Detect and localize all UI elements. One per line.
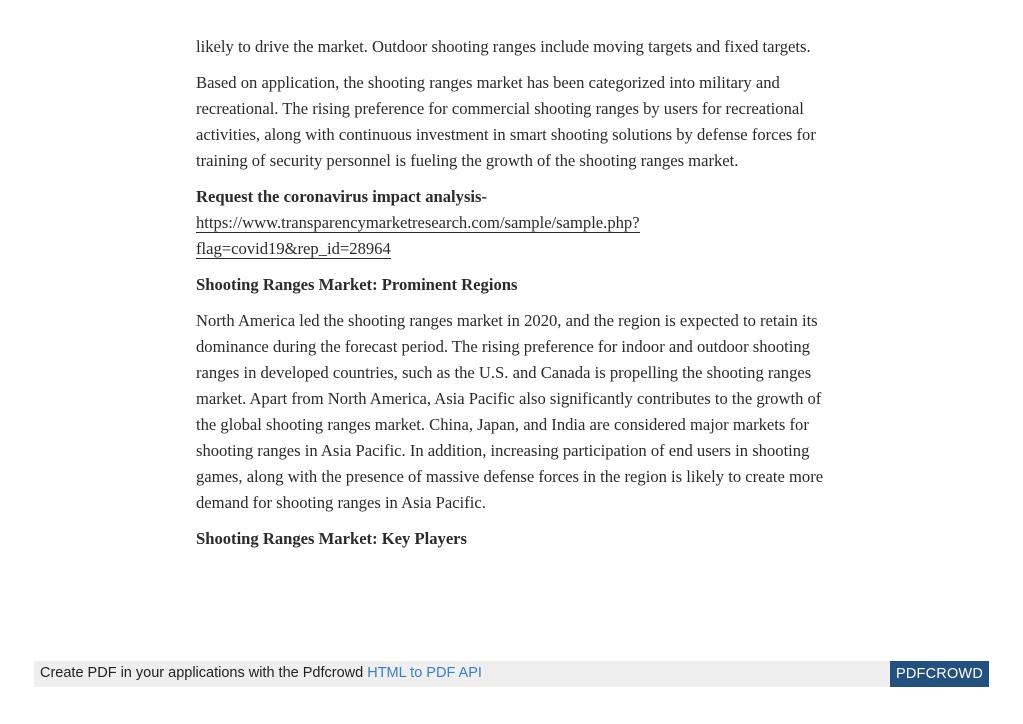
footer-caption: Create PDF in your applications with the Pdfcrowd [40,665,368,681]
document-body [196,34,826,562]
request-analysis-block [196,184,826,262]
request-analysis-link-line-2[interactable]: flag=covid19&rep_id=28964 [196,239,391,258]
pdfcrowd-footer-bar [34,661,989,687]
paragraph-outdoor-ranges: likely to drive the market. Outdoor shooting ranges include moving targets and fixed targets. [196,37,811,56]
paragraph-regions: North America led the shooting ranges market in 2020, and the region is expected to retain its dominance during the forecast period. The rising preference for indoor and outdoor shooting ranges in developed countries, such as the U.S. and Canada is propelling the shooting ranges market. Apart from North America, Asia Pacific also significantly contributes to the growth of the global shooting ranges market. China, Japan, and India are considered major markets for shooting ranges in Asia Pacific. In addition, increasing participation of end users in shooting games, along with the presence of massive defense forces in the region is likely to create more demand for shooting ranges in Asia Pacific. [196,311,824,512]
footer-text [40,665,482,681]
request-analysis-heading: Request the coronavirus impact analysis- [196,187,488,206]
regions-heading: Shooting Ranges Market: Prominent Regions [196,275,518,294]
paragraph-application: Based on application, the shooting ranges market has been categorized into military and recreational. The rising preference for commercial shooting ranges by users for recreational activities, along with continuous investment in smart shooting solutions by defense forces for training of security personnel is fueling the growth of the shooting ranges market. [196,73,816,170]
request-analysis-link-line-1[interactable]: https://www.transparencymarketresearch.com/sample/sample.php? [196,213,640,232]
html-to-pdf-api-link[interactable]: HTML to PDF API [367,665,482,681]
pdfcrowd-brand-button[interactable]: PDFCROWD [890,661,989,687]
key-players-heading: Shooting Ranges Market: Key Players [196,529,468,548]
